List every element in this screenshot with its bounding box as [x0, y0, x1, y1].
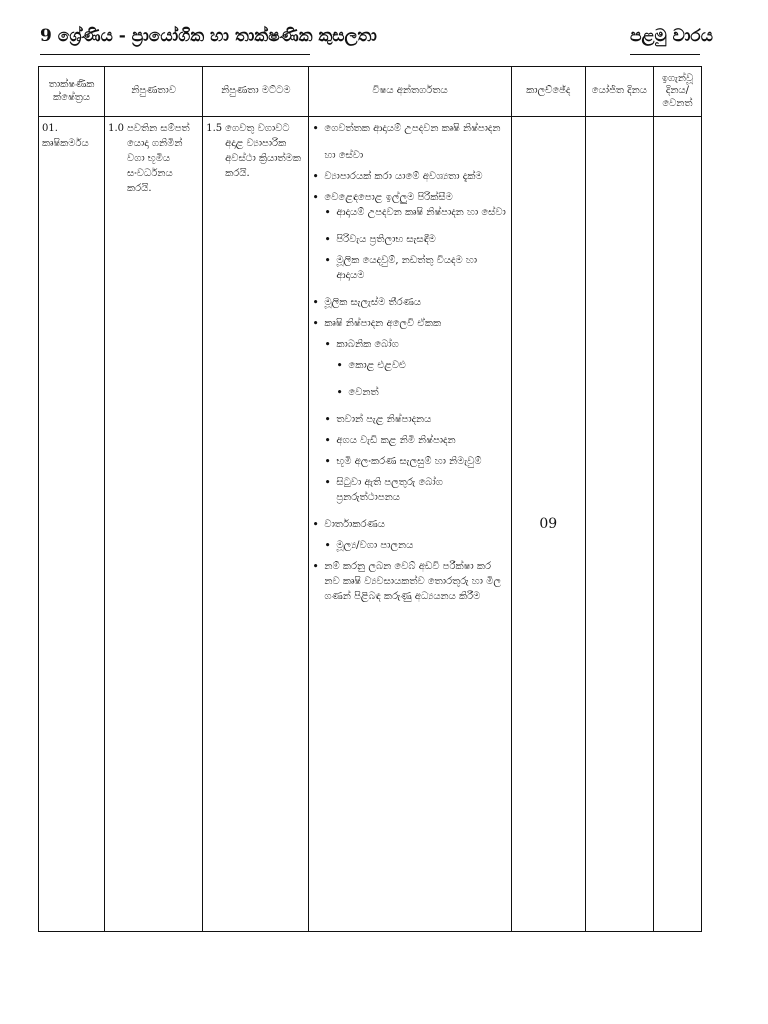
content-item: • වාර්තාකරණය — [312, 517, 507, 532]
cell-taught-date — [653, 117, 701, 932]
cell-subject-content — [309, 117, 511, 932]
content-item: • පිරිවැය ප්‍රතිලාභ සැසඳීම — [324, 232, 507, 247]
column-header-periods: කාලච්ඡේද — [511, 67, 585, 117]
field-text: 01. කෘෂිකර්මය — [42, 123, 89, 149]
table-header-row — [39, 67, 702, 117]
content-item: • වෙළෙඳපොළ ඉල්ලුම පිරික්සීම — [312, 190, 507, 205]
cell-competency — [105, 117, 203, 932]
competency-text: පවතින සම්පත් යොදා ගනිමින් වගා භූමිය සංවර්ධනය කරයි. — [127, 123, 190, 194]
periods-value: 09 — [539, 515, 558, 532]
competency-level-text: ගෙවතු වගාවට අදාළ ව්‍යාපාරික අවස්ථා ක්‍රියාත්මක කරයි. — [225, 123, 301, 179]
subject-content-list — [312, 121, 507, 604]
lesson-plan-table — [38, 66, 702, 932]
cell-periods — [511, 117, 585, 932]
content-item: • මූලික සැලැස්ම තීරණය — [312, 295, 507, 310]
term-label: පළමු වාරය — [630, 26, 713, 46]
cell-competency-level — [203, 117, 309, 932]
page-title: 9 ශ්‍රේණිය - ප්‍රායෝගික හා තාක්ෂණික කුසලතා — [40, 26, 377, 46]
column-header-competency-level: නිපුණතා මට්ටම — [203, 67, 309, 117]
content-item: • මූල්‍ය/වගා පාලනය — [324, 538, 507, 553]
content-item: • කොළ එළවළු — [336, 358, 507, 373]
content-item: • සිටුවා ඇති පලතුරු බෝග ප්‍රනරුත්ථාපනය — [324, 475, 507, 505]
table-row — [39, 117, 702, 932]
content-item: • වෙනත් — [336, 385, 507, 400]
content-item: • තවාන් පැළ නිෂ්පාදනය — [324, 412, 507, 427]
term-underline — [630, 54, 700, 55]
content-item: • ව්‍යාපාරයක් කරා යාමේ අවශ්‍යතා දැක්ම — [312, 169, 507, 184]
competency-level-number: 1.5 — [206, 123, 223, 134]
column-header-proposed-date: යෝජිත දිනය — [585, 67, 653, 117]
title-underline — [40, 54, 310, 55]
cell-field — [39, 117, 105, 932]
content-item: • මූලික යෙදවුම්, නඩත්තු වියදම හා ආදායම — [324, 253, 507, 283]
column-header-taught-date: ඉගැන්වූ දිනය/ වෙනත් — [653, 67, 701, 117]
column-header-subject-content: විෂය අන්තර්ගතය — [309, 67, 511, 117]
content-item: • කෘෂි නිෂ්පාදන අලෙවි ඒකක — [312, 316, 507, 331]
content-item: • ආදායම් උපදවන කෘෂි නිෂ්පාදන හා සේවා — [324, 205, 507, 220]
content-item: • අගය වැඩි කළ නිමි නිෂ්පාදන — [324, 433, 507, 448]
content-item: • භූමි අලංකරණ සැලසුම් හා නිමැවුම් — [324, 454, 507, 469]
content-item: • කාබනික බෝග — [324, 337, 507, 352]
content-item: • නම් කරනු ලබන වෙබ් අඩවි පරීක්ෂා කර නව කෘෂි ව්‍යවසායකත්ව තොරතුරු හා මිල ගණන් පිළිබඳ කරුණු අධ්‍යයනය කිරීම — [312, 559, 507, 604]
column-header-competency: නිපුණතාව — [105, 67, 203, 117]
content-item: • ගෙවත්තක ආදායම් උපදවන කෘෂි නිෂ්පාදන — [312, 121, 507, 136]
content-item: හා සේවා — [324, 150, 364, 161]
column-header-field: තාක්ෂණික ක්ෂේත්‍රය — [39, 67, 105, 117]
competency-number: 1.0 — [108, 123, 124, 134]
cell-proposed-date — [585, 117, 653, 932]
